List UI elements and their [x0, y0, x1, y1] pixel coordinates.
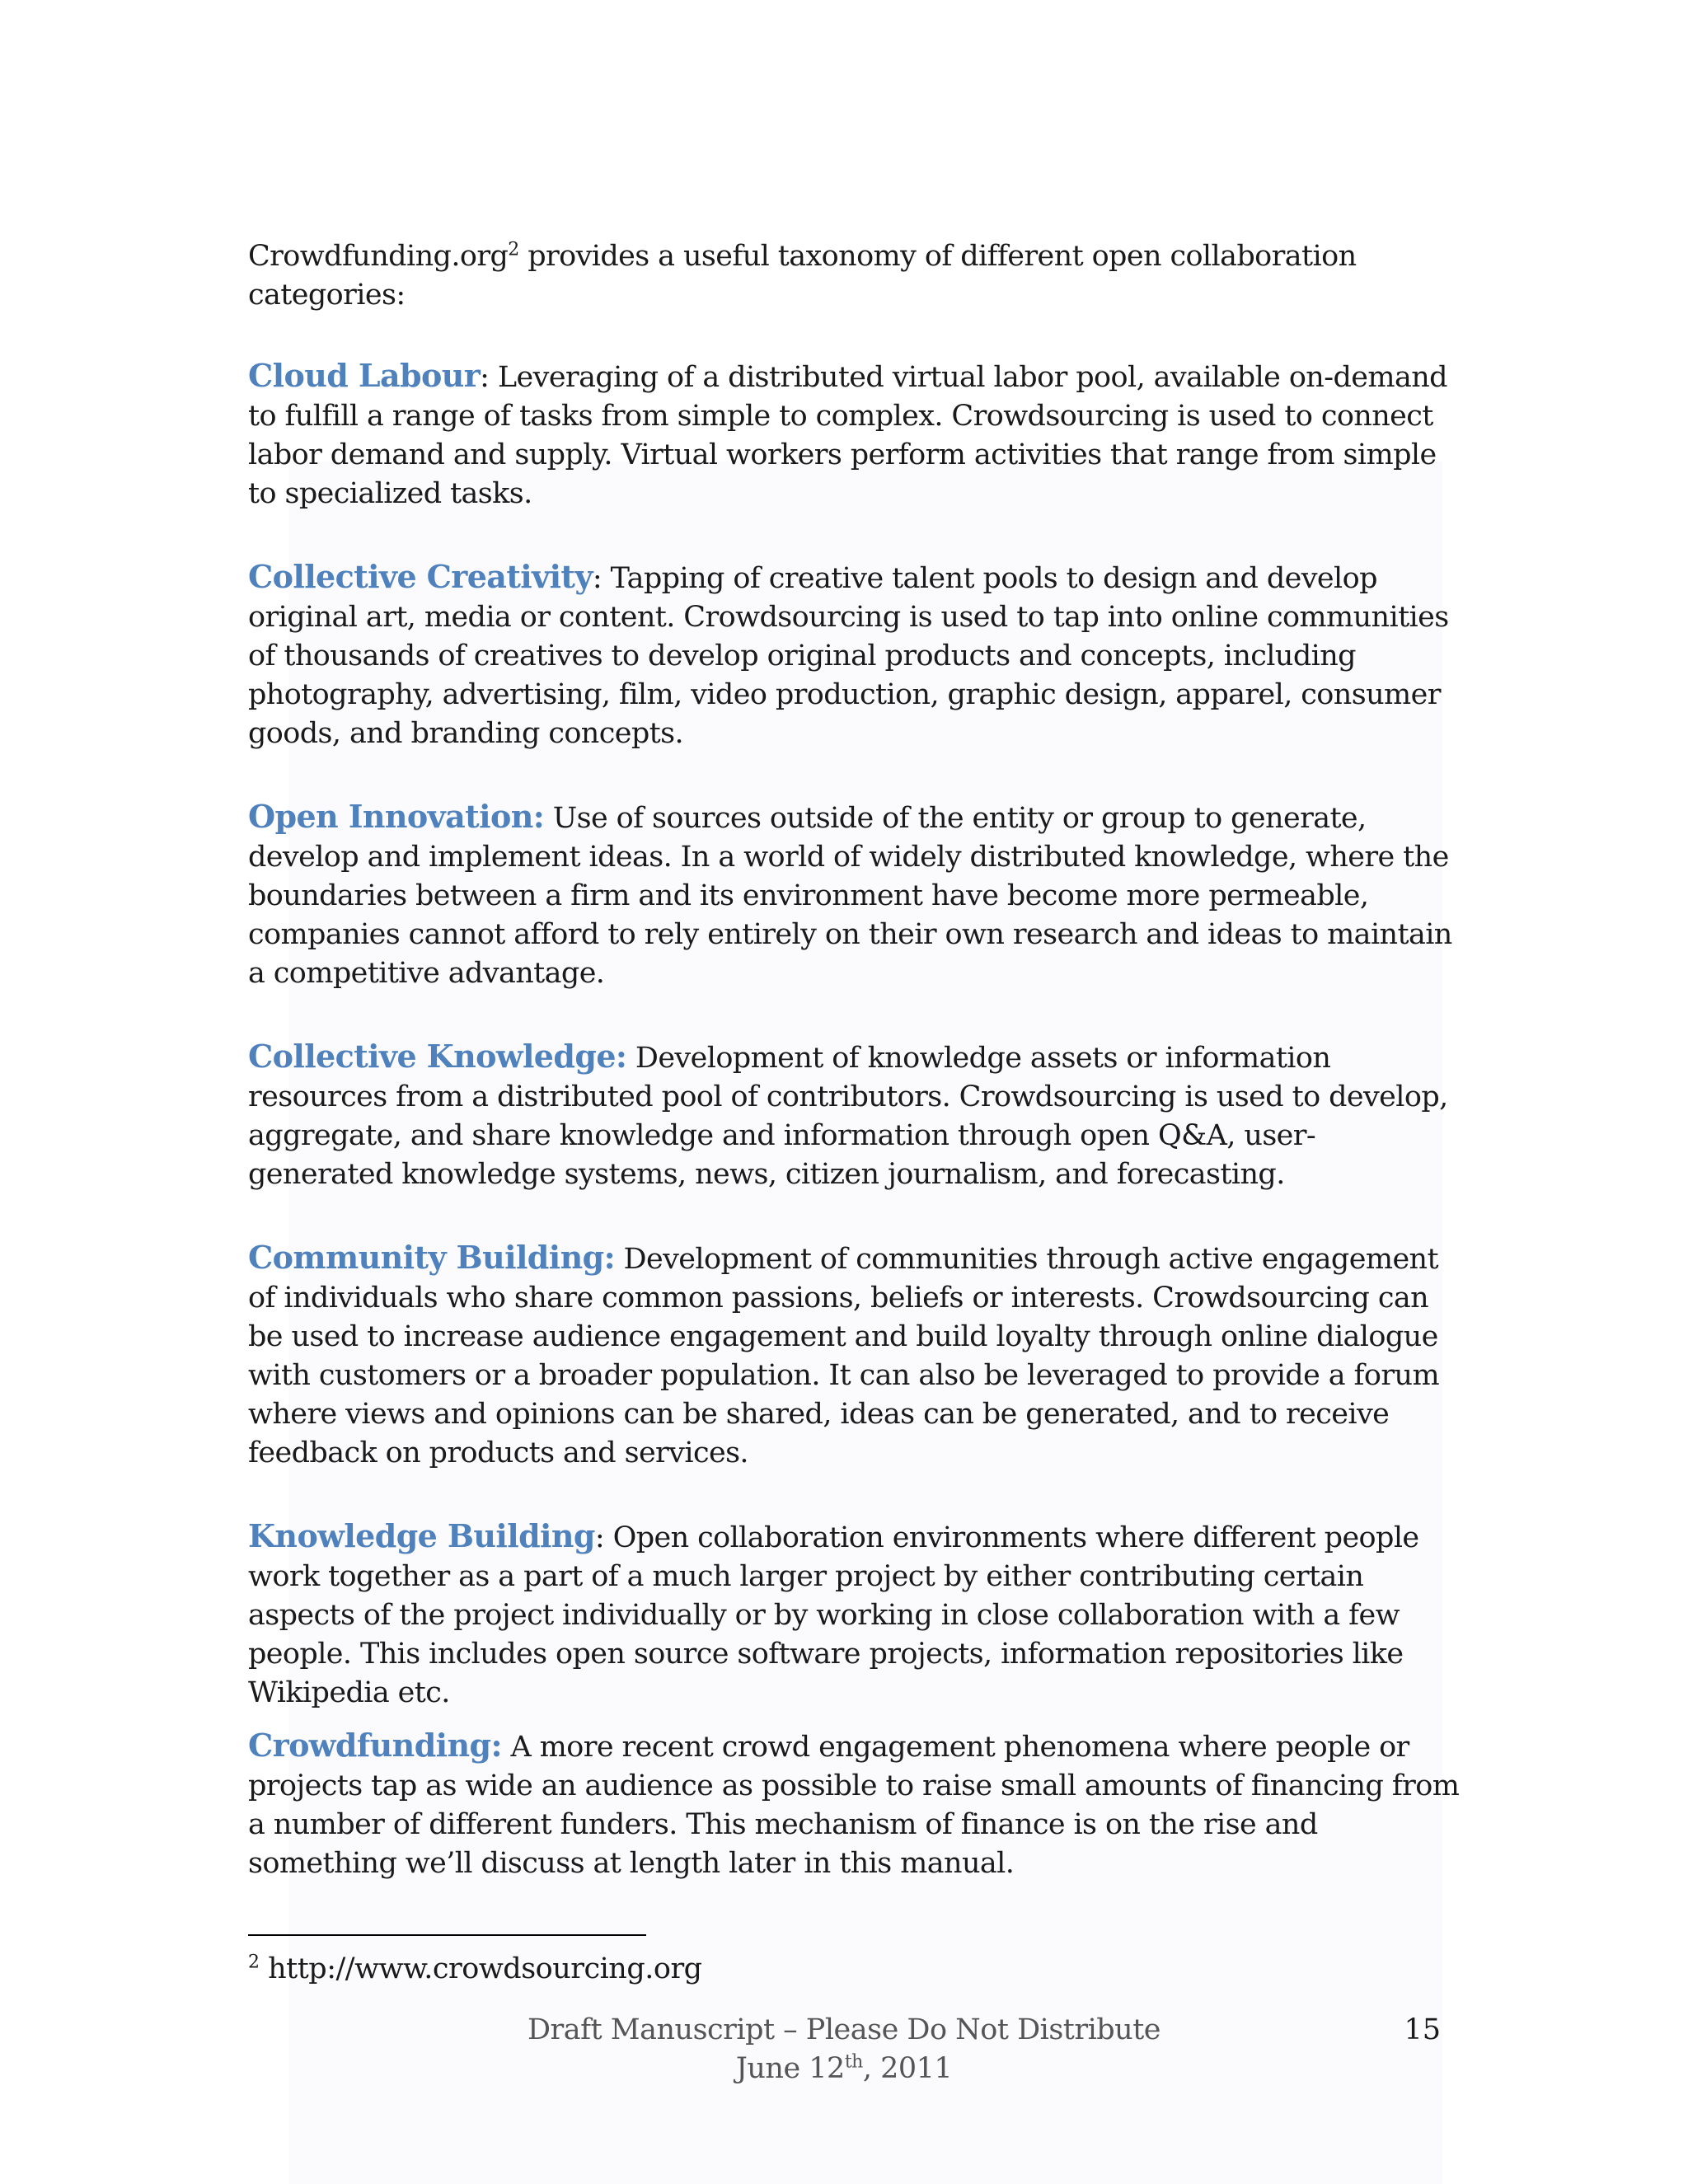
term-separator: :: [480, 361, 498, 394]
category-term: Knowledge Building: [248, 1517, 595, 1554]
category-description: Development of communities through active engagement of individuals who share common passions, beliefs or interests. Crowdsourcing can be used to increase audience engagement and build loyalty through online dialogue with customers or a broader population. It can also be leveraged to provide a forum where views and opinions can be shared, ideas can be generated, and to receive feedback on products and services.: [248, 1243, 1440, 1469]
category-entry-cloud-labour: [248, 356, 1460, 513]
category-description: Open collaboration environments where different people work together as a part of a much larger project by either contributing certain aspects of the project individually or by working in close collaboration with a few people. This includes open source software projects, information repositories like Wikipedia etc.: [248, 1521, 1419, 1709]
document-body: [248, 237, 1460, 1927]
category-term: Open Innovation:: [248, 798, 545, 835]
category-entry-knowledge-building: [248, 1516, 1460, 1713]
category-description: A more recent crowd engagement phenomena where people or projects tap as wide an audience as possible to raise small amounts of financing from a number of different funders. This mechanism of finance is on the rise and something we’ll discuss at length later in this manual.: [248, 1731, 1460, 1880]
intro-text: provides a useful taxonomy of different open collaboration categories:: [248, 240, 1357, 312]
intro-source-name: Crowdfunding.org: [248, 240, 509, 273]
footnote-number: 2: [248, 1952, 260, 1973]
footer-date-prefix: June 12: [735, 2052, 845, 2085]
category-entry-community-building: [248, 1238, 1460, 1473]
footnote-separator: [248, 1934, 646, 1936]
footnote-reference[interactable]: 2: [508, 239, 519, 260]
category-entry-collective-knowledge: [248, 1037, 1460, 1194]
category-term: Crowdfunding:: [248, 1727, 502, 1764]
category-description: Leveraging of a distributed virtual labor pool, available on-demand to fulfill a range of tasks from simple to complex. Crowdsourcing is used to connect labor demand and supply. Virtual workers perform activities that range from simple to specialized tasks.: [248, 361, 1447, 510]
footer-date-ordinal: th: [844, 2051, 863, 2073]
footer-date-suffix: , 2011: [862, 2052, 953, 2085]
category-term: Cloud Labour: [248, 357, 481, 394]
page-footer: [248, 2011, 1440, 2088]
category-description: Use of sources outside of the entity or group to generate, develop and implement ideas. In a world of widely distributed knowledge, where the boundaries between a firm and its environment have become more permeable, companies cannot afford to rely entirely on their own research and ideas to maintain a competitive advantage.: [248, 802, 1452, 990]
category-description: Tapping of creative talent pools to design and develop original art, media or content. Crowdsourcing is used to tap into online communities of thousands of creatives to develop original products and concepts, including photography, advertising, film, video production, graphic design, apparel, consumer goods, and branding concepts.: [248, 562, 1449, 750]
category-term: Community Building:: [248, 1239, 616, 1276]
term-separator: [615, 1243, 624, 1276]
term-separator: [626, 1042, 635, 1075]
term-separator: [544, 802, 553, 835]
page-number: 15: [1404, 2013, 1441, 2046]
category-term: Collective Knowledge:: [248, 1038, 627, 1075]
footer-date: [248, 2050, 1440, 2088]
category-term: Collective Creativity: [248, 558, 593, 595]
term-separator: :: [592, 562, 611, 595]
intro-paragraph: [248, 237, 1460, 315]
footnote: [248, 1950, 702, 1989]
term-separator: :: [594, 1521, 613, 1554]
footer-draft-notice: Draft Manuscript – Please Do Not Distribute: [528, 2013, 1160, 2046]
category-description: Development of knowledge assets or information resources from a distributed pool of contributors. Crowdsourcing is used to develop, aggregate, and share knowledge and information through open Q&A, user-generated knowledge systems, news, citizen journalism, and forecasting.: [248, 1042, 1448, 1191]
category-entry-open-innovation: [248, 797, 1460, 993]
category-entry-collective-creativity: [248, 557, 1460, 753]
footnote-url[interactable]: http://www.crowdsourcing.org: [259, 1952, 702, 1985]
category-entry-crowdfunding: [248, 1726, 1460, 1883]
term-separator: [502, 1731, 511, 1764]
